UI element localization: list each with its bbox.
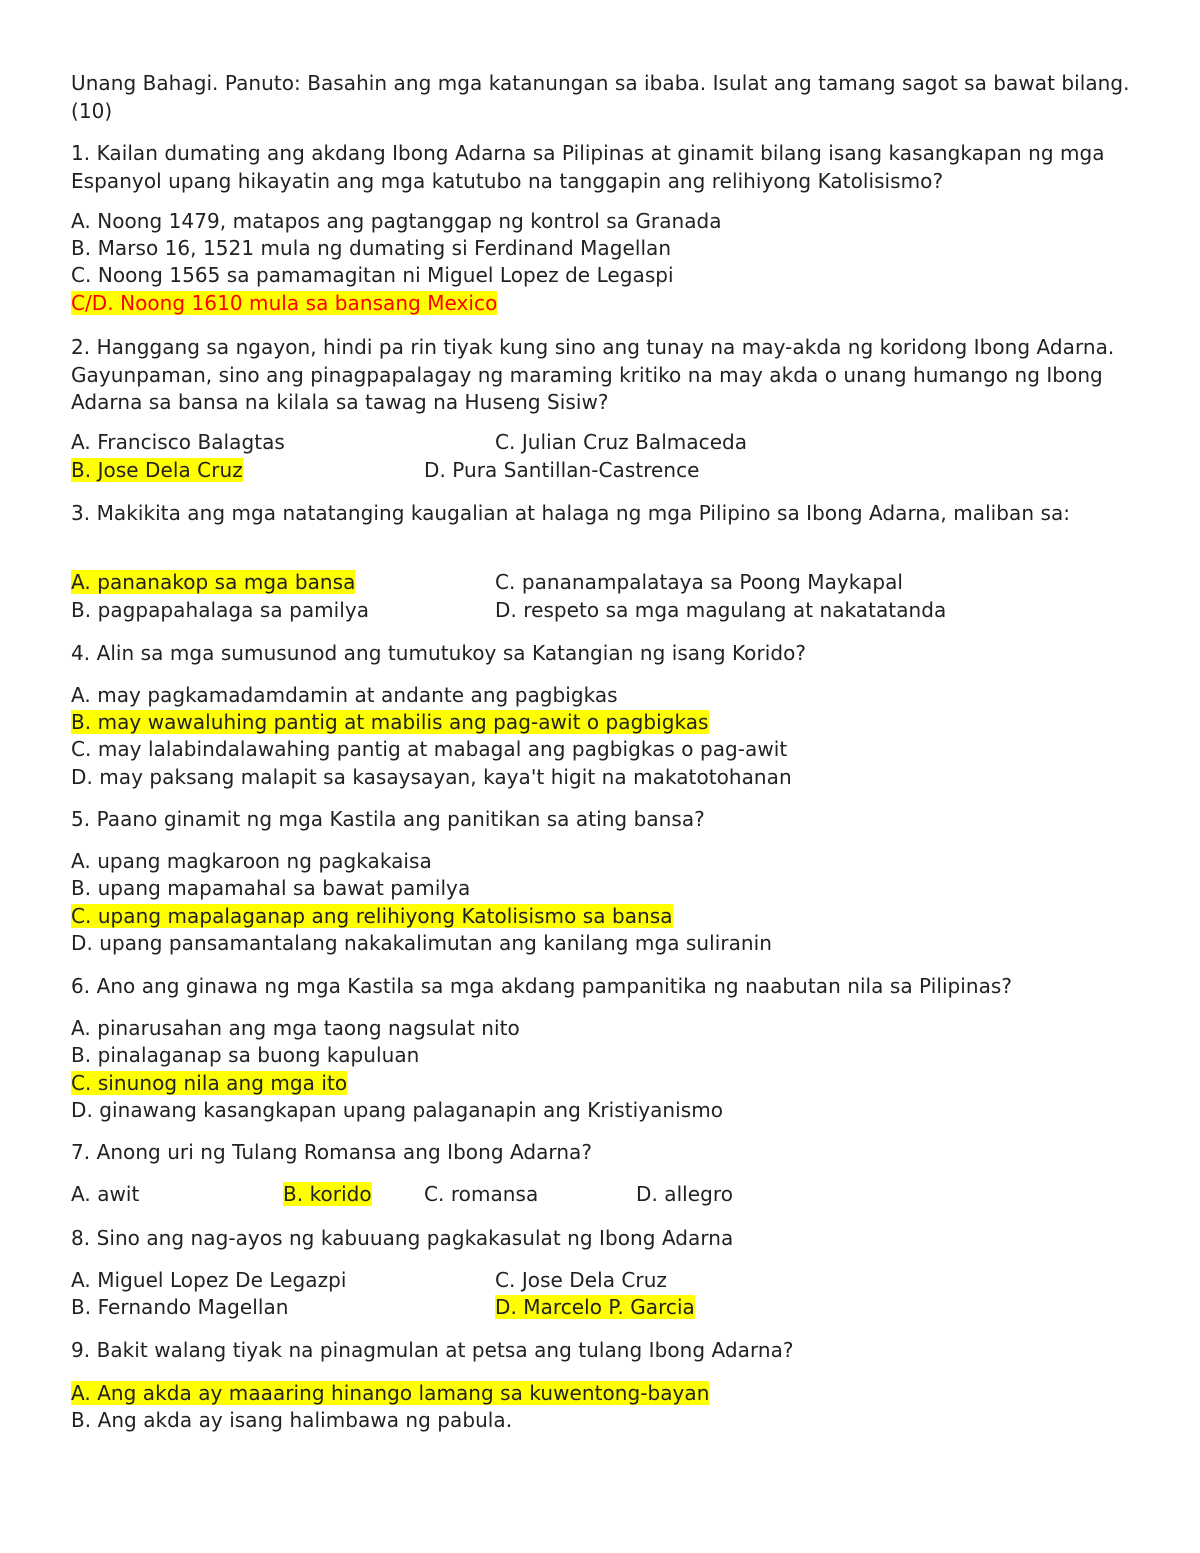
question-6-text: 6. Ano ang ginawa ng mga Kastila sa mga akdang pampanitika ng naabutan nila sa Pilipinas?: [71, 974, 1013, 998]
q6-choice-d: D. ginawang kasangkapan upang palaganapin ang Kristiyanismo: [71, 1098, 724, 1122]
q5-answer-highlight: C. upang mapalaganap ang relihiyong Katolisismo sa bansa: [71, 904, 673, 928]
q7-answer-highlight: B. korido: [283, 1182, 372, 1206]
q4-choice-c: C. may lalabindalawahing pantig at mabagal ang pagbigkas o pag-awit: [71, 737, 788, 761]
q7-choice-a: A. awit: [71, 1182, 140, 1206]
question-7-text: 7. Anong uri ng Tulang Romansa ang Ibong Adarna?: [71, 1140, 593, 1164]
question-3-text: 3. Makikita ang mga natatanging kaugalian at halaga ng mga Pilipino sa Ibong Adarna, maliban sa:: [71, 501, 1071, 525]
q6-choice-c: [71, 1070, 347, 1098]
q2-choice-c: C. Julian Cruz Balmaceda: [495, 430, 748, 454]
q9-choice-a: [71, 1380, 709, 1408]
q8-choice-d: [495, 1294, 695, 1322]
q8-choice-b: B. Fernando Magellan: [71, 1295, 289, 1319]
q9-answer-highlight: A. Ang akda ay maaaring hinango lamang sa kuwentong-bayan: [71, 1381, 710, 1405]
q3-choice-d: D. respeto sa mga magulang at nakatatanda: [495, 598, 947, 622]
q8-choice-a: A. Miguel Lopez De Legazpi: [71, 1268, 347, 1292]
q7-choice-b: [283, 1181, 372, 1209]
q3-choice-c: C. pananampalataya sa Poong Maykapal: [495, 570, 904, 594]
q8-answer-highlight: D. Marcelo P. Garcia: [495, 1295, 695, 1319]
q2-choice-b: [71, 457, 243, 485]
q9-choice-b: B. Ang akda ay isang halimbawa ng pabula.: [71, 1408, 513, 1432]
q5-choice-a: A. upang magkaroon ng pagkakaisa: [71, 849, 432, 873]
q2-choice-d: D. Pura Santillan-Castrence: [424, 458, 700, 482]
question-5-text: 5. Paano ginamit ng mga Kastila ang panitikan sa ating bansa?: [71, 807, 705, 831]
q3-choice-b: B. pagpapahalaga sa pamilya: [71, 598, 370, 622]
question-4-text: 4. Alin sa mga sumusunod ang tumutukoy sa Katangian ng isang Korido?: [71, 641, 807, 665]
q1-choice-answer: [71, 290, 497, 318]
q8-choice-c: C. Jose Dela Cruz: [495, 1268, 667, 1292]
q5-choice-b: B. upang mapamahal sa bawat pamilya: [71, 876, 471, 900]
q2-answer-highlight: B. Jose Dela Cruz: [71, 458, 243, 482]
q3-choice-a: [71, 569, 355, 597]
q6-choice-a: A. pinarusahan ang mga taong nagsulat nito: [71, 1016, 520, 1040]
q4-choice-a: A. may pagkamadamdamin at andante ang pagbigkas: [71, 683, 618, 707]
question-1-text: 1. Kailan dumating ang akdang Ibong Adarna sa Pilipinas at ginamit bilang isang kasangkapan ng mga Espanyol upang hikayatin ang mga katutubo na tanggapin ang relihiyong Katolisismo?: [71, 141, 1105, 193]
q1-choice-c: C. Noong 1565 sa pamamagitan ni Miguel Lopez de Legaspi: [71, 263, 674, 287]
q1-choice-a: A. Noong 1479, matapos ang pagtanggap ng kontrol sa Granada: [71, 209, 722, 233]
q1-answer-highlight: C/D. Noong 1610 mula sa bansang Mexico: [71, 291, 498, 315]
q6-choice-b: B. pinalaganap sa buong kapuluan: [71, 1043, 420, 1067]
q4-choice-d: D. may paksang malapit sa kasaysayan, kaya't higit na makatotohanan: [71, 765, 792, 789]
instructions-text: Unang Bahagi. Panuto: Basahin ang mga katanungan sa ibaba. Isulat ang tamang sagot sa bawat bilang. (10): [71, 71, 1130, 123]
q4-answer-highlight: B. may wawaluhing pantig at mabilis ang pag-awit o pagbigkas: [71, 710, 709, 734]
question-9-text: 9. Bakit walang tiyak na pinagmulan at petsa ang tulang Ibong Adarna?: [71, 1338, 794, 1362]
q1-choice-b: B. Marso 16, 1521 mula ng dumating si Ferdinand Magellan: [71, 236, 672, 260]
q5-choice-c: [71, 903, 673, 931]
q2-choice-a: A. Francisco Balagtas: [71, 430, 285, 454]
q6-answer-highlight: C. sinunog nila ang mga ito: [71, 1071, 348, 1095]
question-2-text: 2. Hanggang sa ngayon, hindi pa rin tiyak kung sino ang tunay na may-akda ng koridong Ibong Adarna. Gayunpaman, sino ang pinagpapalagay ng maraming kritiko na may akda o unang humango ng Ibong Adarna sa bansa na kilala sa tawag na Huseng Sisiw?: [71, 335, 1115, 414]
q7-choice-c: C. romansa: [424, 1182, 539, 1206]
q7-choice-d: D. allegro: [636, 1182, 734, 1206]
q5-choice-d: D. upang pansamantalang nakakalimutan ang kanilang mga suliranin: [71, 931, 772, 955]
question-8-text: 8. Sino ang nag-ayos ng kabuuang pagkakasulat ng Ibong Adarna: [71, 1226, 734, 1250]
q4-choice-b: [71, 709, 709, 737]
q3-answer-highlight: A. pananakop sa mga bansa: [71, 570, 356, 594]
